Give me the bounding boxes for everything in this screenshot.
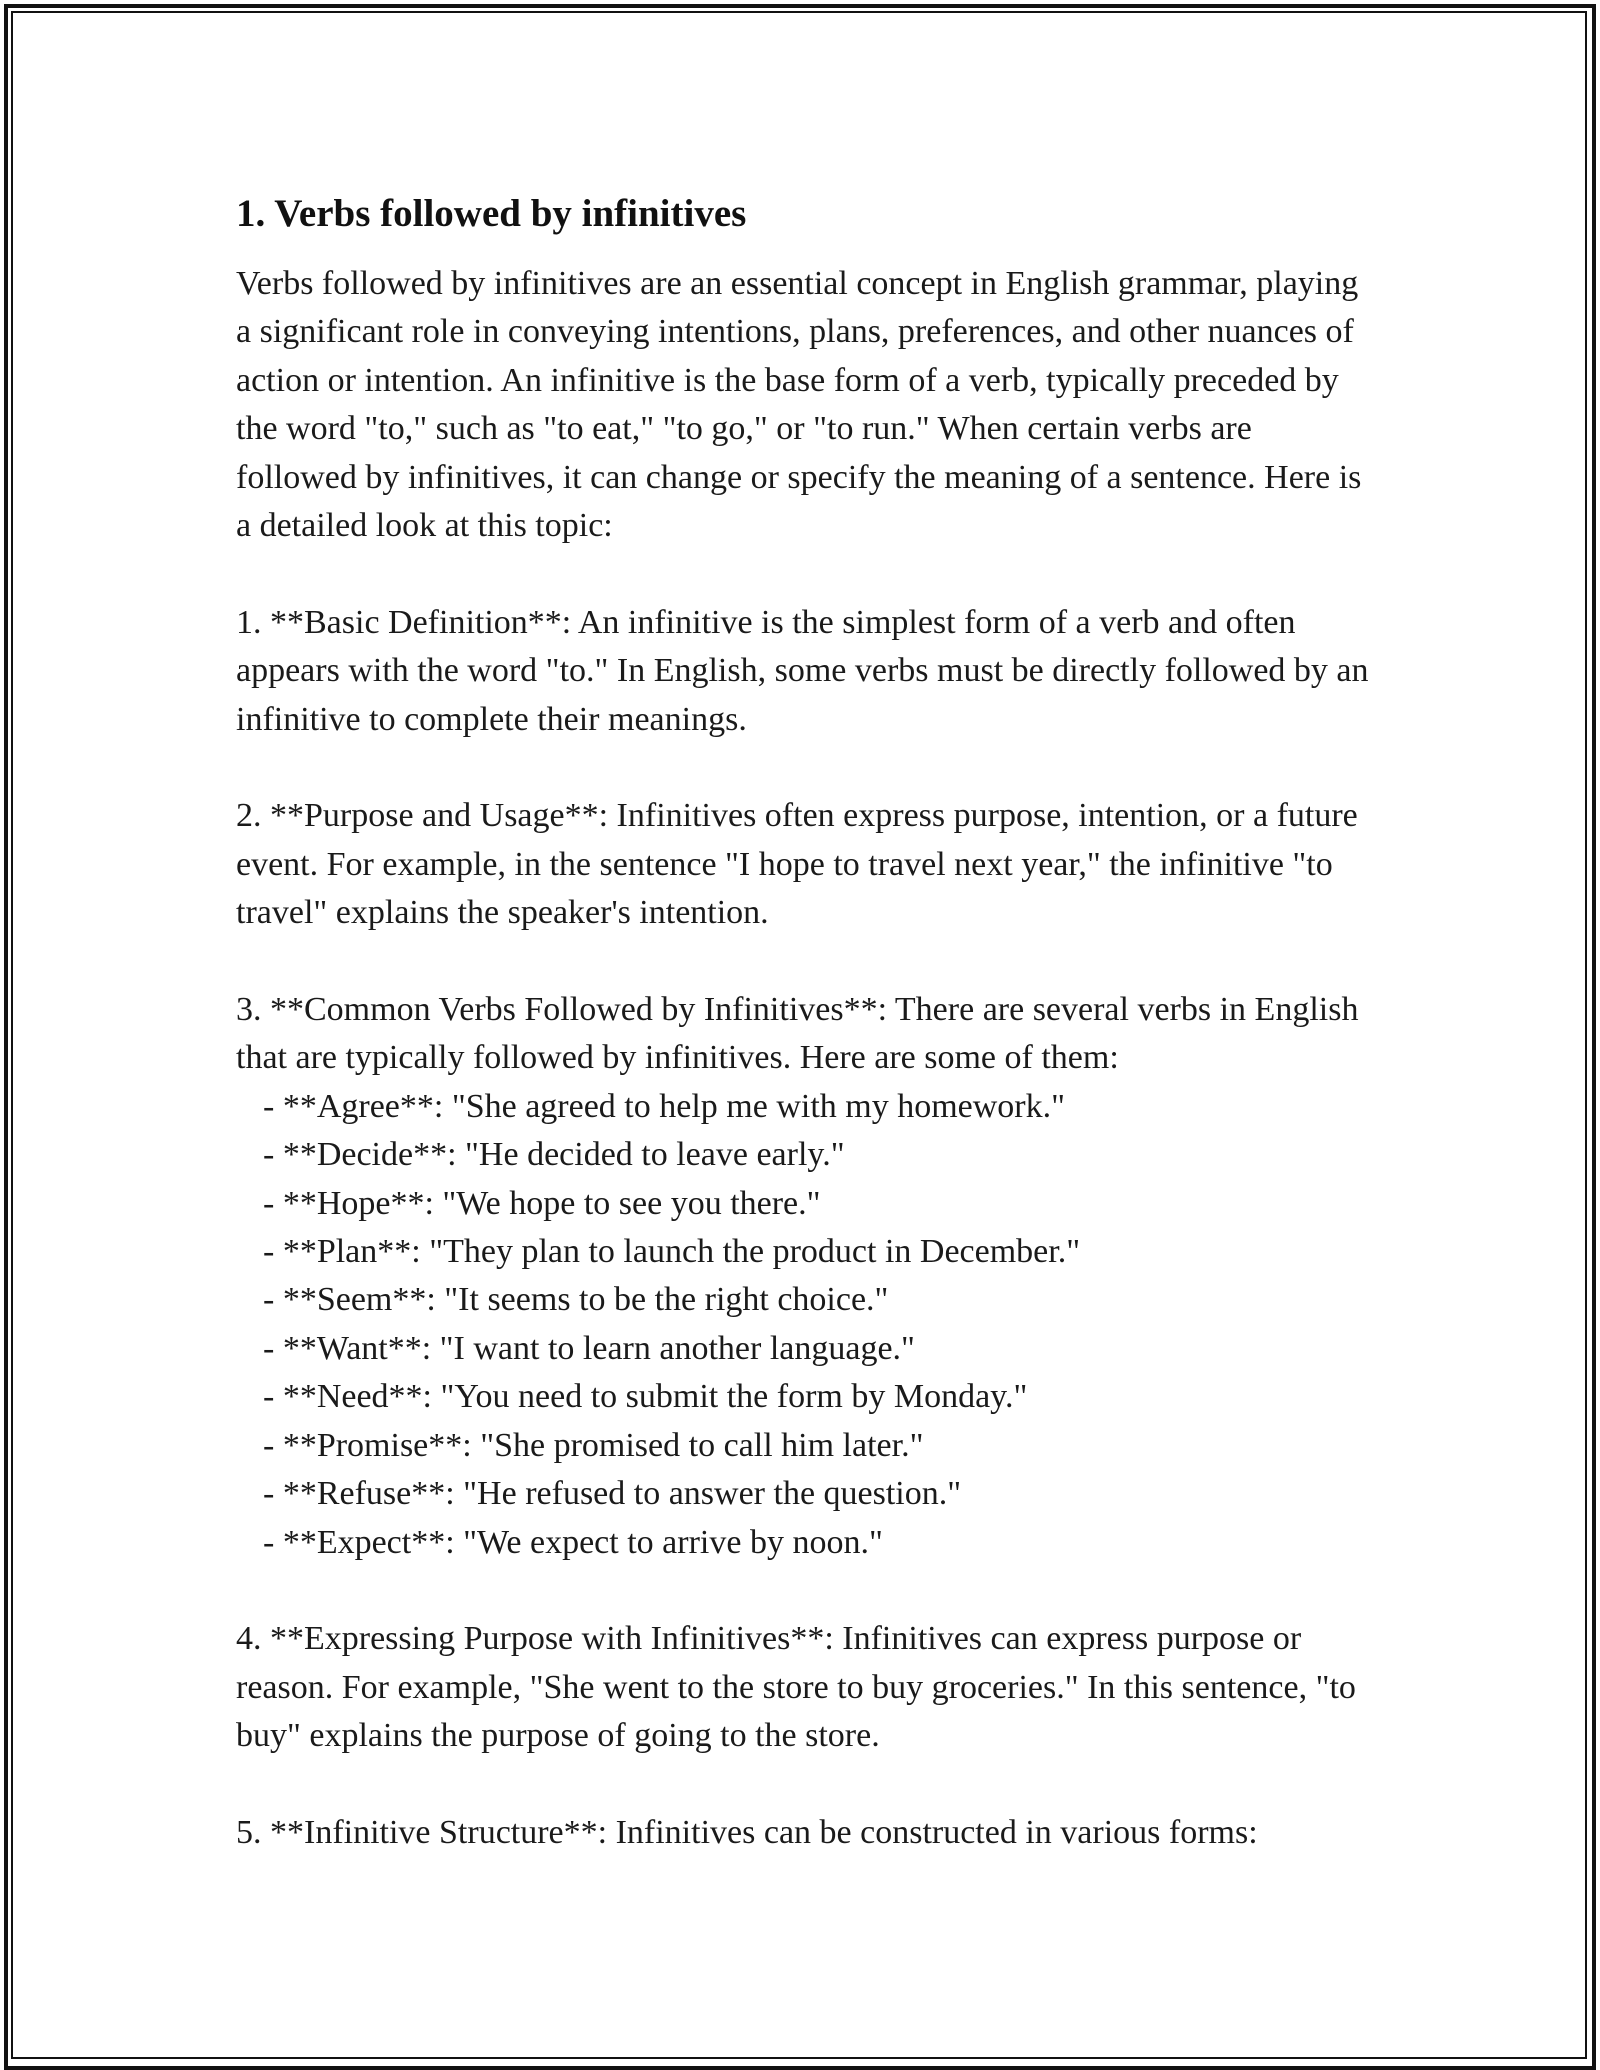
section-infinitive-structure: 5. **Infinitive Structure**: Infinitives can be constructed in various forms:: [236, 1813, 1258, 1851]
list-item: - **Hope**: "We hope to see you there.": [263, 1184, 821, 1222]
list-item: - **Seem**: "It seems to be the right choice.": [263, 1281, 889, 1319]
list-item: - **Need**: "You need to submit the form by Monday.": [263, 1378, 1028, 1416]
section-common-verbs: [236, 986, 1376, 1567]
section-basic-definition: 1. **Basic Definition**: An infinitive is the simplest form of a verb and often appears with the word "to." In English, some verbs must be directly followed by an infinitive to complete their meanings.: [236, 603, 1369, 738]
list-item: - **Promise**: "She promised to call him later.": [263, 1426, 924, 1464]
list-item: - **Refuse**: "He refused to answer the question.": [263, 1475, 962, 1513]
document-body: [236, 186, 1376, 1906]
document-title: 1. Verbs followed by infinitives: [236, 192, 747, 235]
intro-paragraph: Verbs followed by infinitives are an essential concept in English grammar, playing a significant role in conveying intentions, plans, preferences, and other nuances of action or intention. An infinitive is the base form of a verb, typically preceded by the word "to," such as "to eat," "to go," or "to run." When certain verbs are followed by infinitives, it can change or specify the meaning of a sentence. Here is a detailed look at this topic:: [236, 265, 1362, 545]
section-purpose-usage: 2. **Purpose and Usage**: Infinitives often express purpose, intention, or a future event. For example, in the sentence "I hope to travel next year," the infinitive "to travel" explains the speaker's intention.: [236, 797, 1358, 932]
list-item: - **Want**: "I want to learn another language.": [263, 1329, 915, 1367]
section-expressing-purpose: 4. **Expressing Purpose with Infinitives**: Infinitives can express purpose or reason. For example, "She went to the store to buy groceries." In this sentence, "to buy" explains the purpose of going to the store.: [236, 1620, 1356, 1755]
list-item: - **Decide**: "He decided to leave early.": [263, 1136, 845, 1174]
section-common-verbs-intro: 3. **Common Verbs Followed by Infinitives**: There are several verbs in English that are typically followed by infinitives. Here are some of them:: [236, 991, 1359, 1077]
list-item: - **Agree**: "She agreed to help me with my homework.": [263, 1087, 1066, 1125]
list-item: - **Plan**: "They plan to launch the product in December.": [263, 1233, 1081, 1271]
list-item: - **Expect**: "We expect to arrive by noon.": [263, 1523, 883, 1561]
